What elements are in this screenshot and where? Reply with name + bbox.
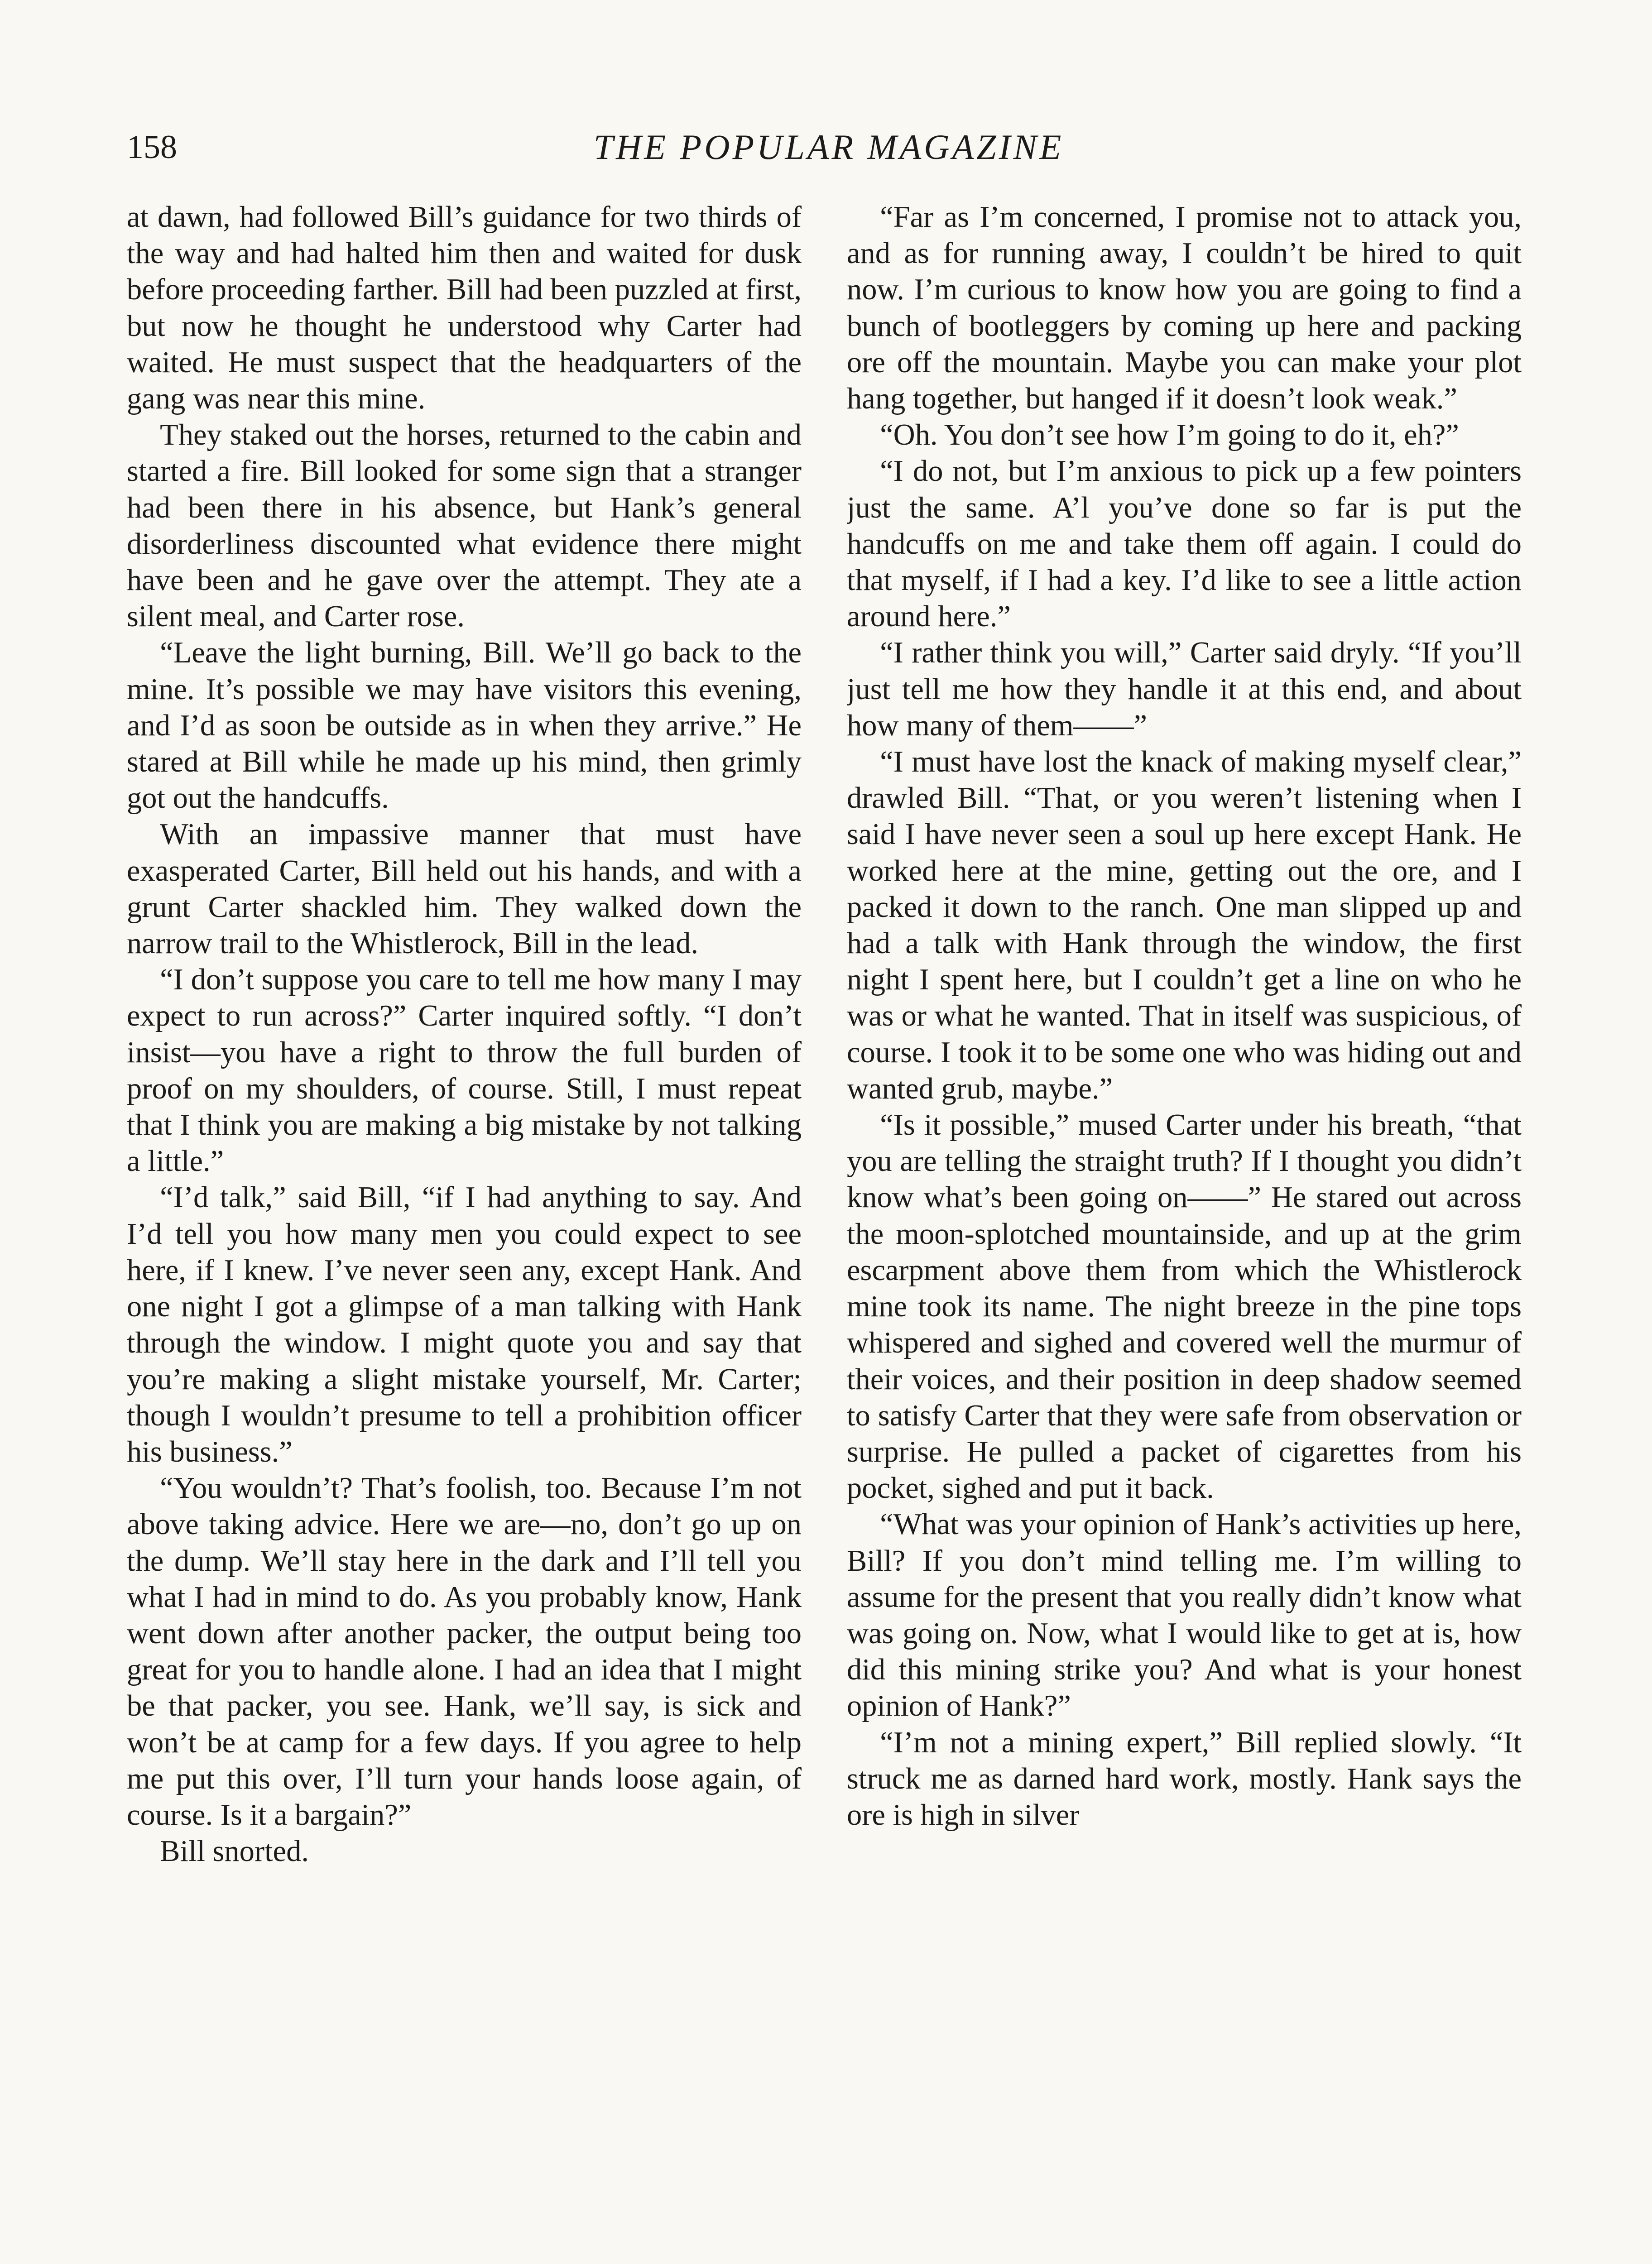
paragraph: With an impassive manner that must have exasperated Carter, Bill held out his hands, and with a grunt Carter shackled him. They walked down the narrow trail to the Whistlerock, Bill in the lead. (127, 818, 802, 960)
paragraph: “I’m not a mining expert,” Bill replied slowly. “It struck me as darned hard work, mostly. Hank says the ore is high in silver (847, 1726, 1522, 1832)
paragraph: “Oh. You don’t see how I’m going to do it, eh?” (880, 418, 1459, 452)
running-title: THE POPULAR MAGAZINE (593, 127, 1064, 167)
right-column (847, 199, 1522, 2264)
page-number: 158 (127, 129, 177, 166)
paragraph: “What was your opinion of Hank’s activities up here, Bill? If you don’t mind telling me. I’m willing to assume for the present that you really didn’t know what was going on. Now, what I would like to get at is, how did this mining strike you? And what is your honest opinion of Hank?” (847, 1508, 1522, 1723)
paragraph: “I do not, but I’m anxious to pick up a few pointers just the same. A’l you’ve done so far is put the handcuffs on me and take them off again. I could do that myself, if I had a key. I’d like to see a little action around here.” (847, 455, 1522, 633)
paragraph: “You wouldn’t? That’s foolish, too. Because I’m not above taking advice. Here we are—no, don’t go up on the dump. We’ll stay here in the dark and I’ll tell you what I had in mind to do. As you probably know, Hank went down after another packer, the output being too great for you to handle alone. I had an idea that I might be that packer, you see. Hank, we’ll say, is sick and won’t be at camp for a few days. If you agree to help me put this over, I’ll turn your hands loose again, of course. Is it a bargain?” (127, 1472, 802, 1832)
left-column (127, 199, 802, 2264)
paragraph: “I rather think you will,” Carter said dryly. “If you’ll just tell me how they handle it at this end, and about how many of them——” (847, 636, 1522, 742)
paragraph: Bill snorted. (160, 1835, 309, 1868)
page-header (127, 122, 1531, 172)
paragraph: “Is it possible,” mused Carter under his breath, “that you are telling the straight truth? If I thought you didn’t know what’s been going on——” He stared out across the moon-splotched mountainside, and up at the grim escarpment above them from which the Whistlerock mine took its name. The night breeze in the pine tops whispered and sighed and covered well the murmur of their voices, and their position in deep shadow seemed to satisfy Carter that they were safe from observation or surprise. He pulled a packet of cigarettes from his pocket, sighed and put it back. (847, 1108, 1522, 1505)
paragraph: “Leave the light burning, Bill. We’ll go back to the mine. It’s possible we may have visitors this evening, and I’d as soon be outside as in when they arrive.” He stared at Bill while he made up his mind, then grimly got out the handcuffs. (127, 636, 802, 815)
paragraph: “Far as I’m concerned, I promise not to attack you, and as for running away, I couldn’t be hired to quit now. I’m curious to know how you are going to find a bunch of bootleggers by coming up here and packing ore off the mountain. Maybe you can make your plot hang together, but hanged if it doesn’t look weak.” (847, 201, 1522, 416)
paragraph: They staked out the horses, returned to the cabin and started a fire. Bill looked for some sign that a stranger had been there in his absence, but Hank’s general disorderliness discounted what evidence there might have been and he gave over the attempt. They ate a silent meal, and Carter rose. (127, 418, 802, 633)
paragraph: “I’d talk,” said Bill, “if I had anything to say. And I’d tell you how many men you could expect to see here, if I knew. I’ve never seen any, except Hank. And one night I got a glimpse of a man talking with Hank through the window. I might quote you and say that you’re making a slight mistake yourself, Mr. Carter; though I wouldn’t presume to tell a prohibition officer his business.” (127, 1181, 802, 1468)
paragraph: “I don’t suppose you care to tell me how many I may expect to run across?” Carter inquired softly. “I don’t insist—you have a right to throw the full burden of proof on my shoulders, of course. Still, I must repeat that I think you are making a big mistake by not talking a little.” (127, 963, 802, 1178)
paragraph: at dawn, had followed Bill’s guidance for two thirds of the way and had halted him then and waited for dusk before proceeding farther. Bill had been puzzled at first, but now he thought he understood why Carter had waited. He must suspect that the headquarters of the gang was near this mine. (127, 201, 802, 416)
paragraph: “I must have lost the knack of making myself clear,” drawled Bill. “That, or you weren’t listening when I said I have never seen a soul up here except Hank. He worked here at the mine, getting out the ore, and I packed it down to the ranch. One man slipped up and had a talk with Hank through the window, the first night I spent here, but I couldn’t get a line on who he was or what he wanted. That in itself was suspicious, of course. I took it to be some one who was hiding out and wanted grub, maybe.” (847, 745, 1522, 1105)
